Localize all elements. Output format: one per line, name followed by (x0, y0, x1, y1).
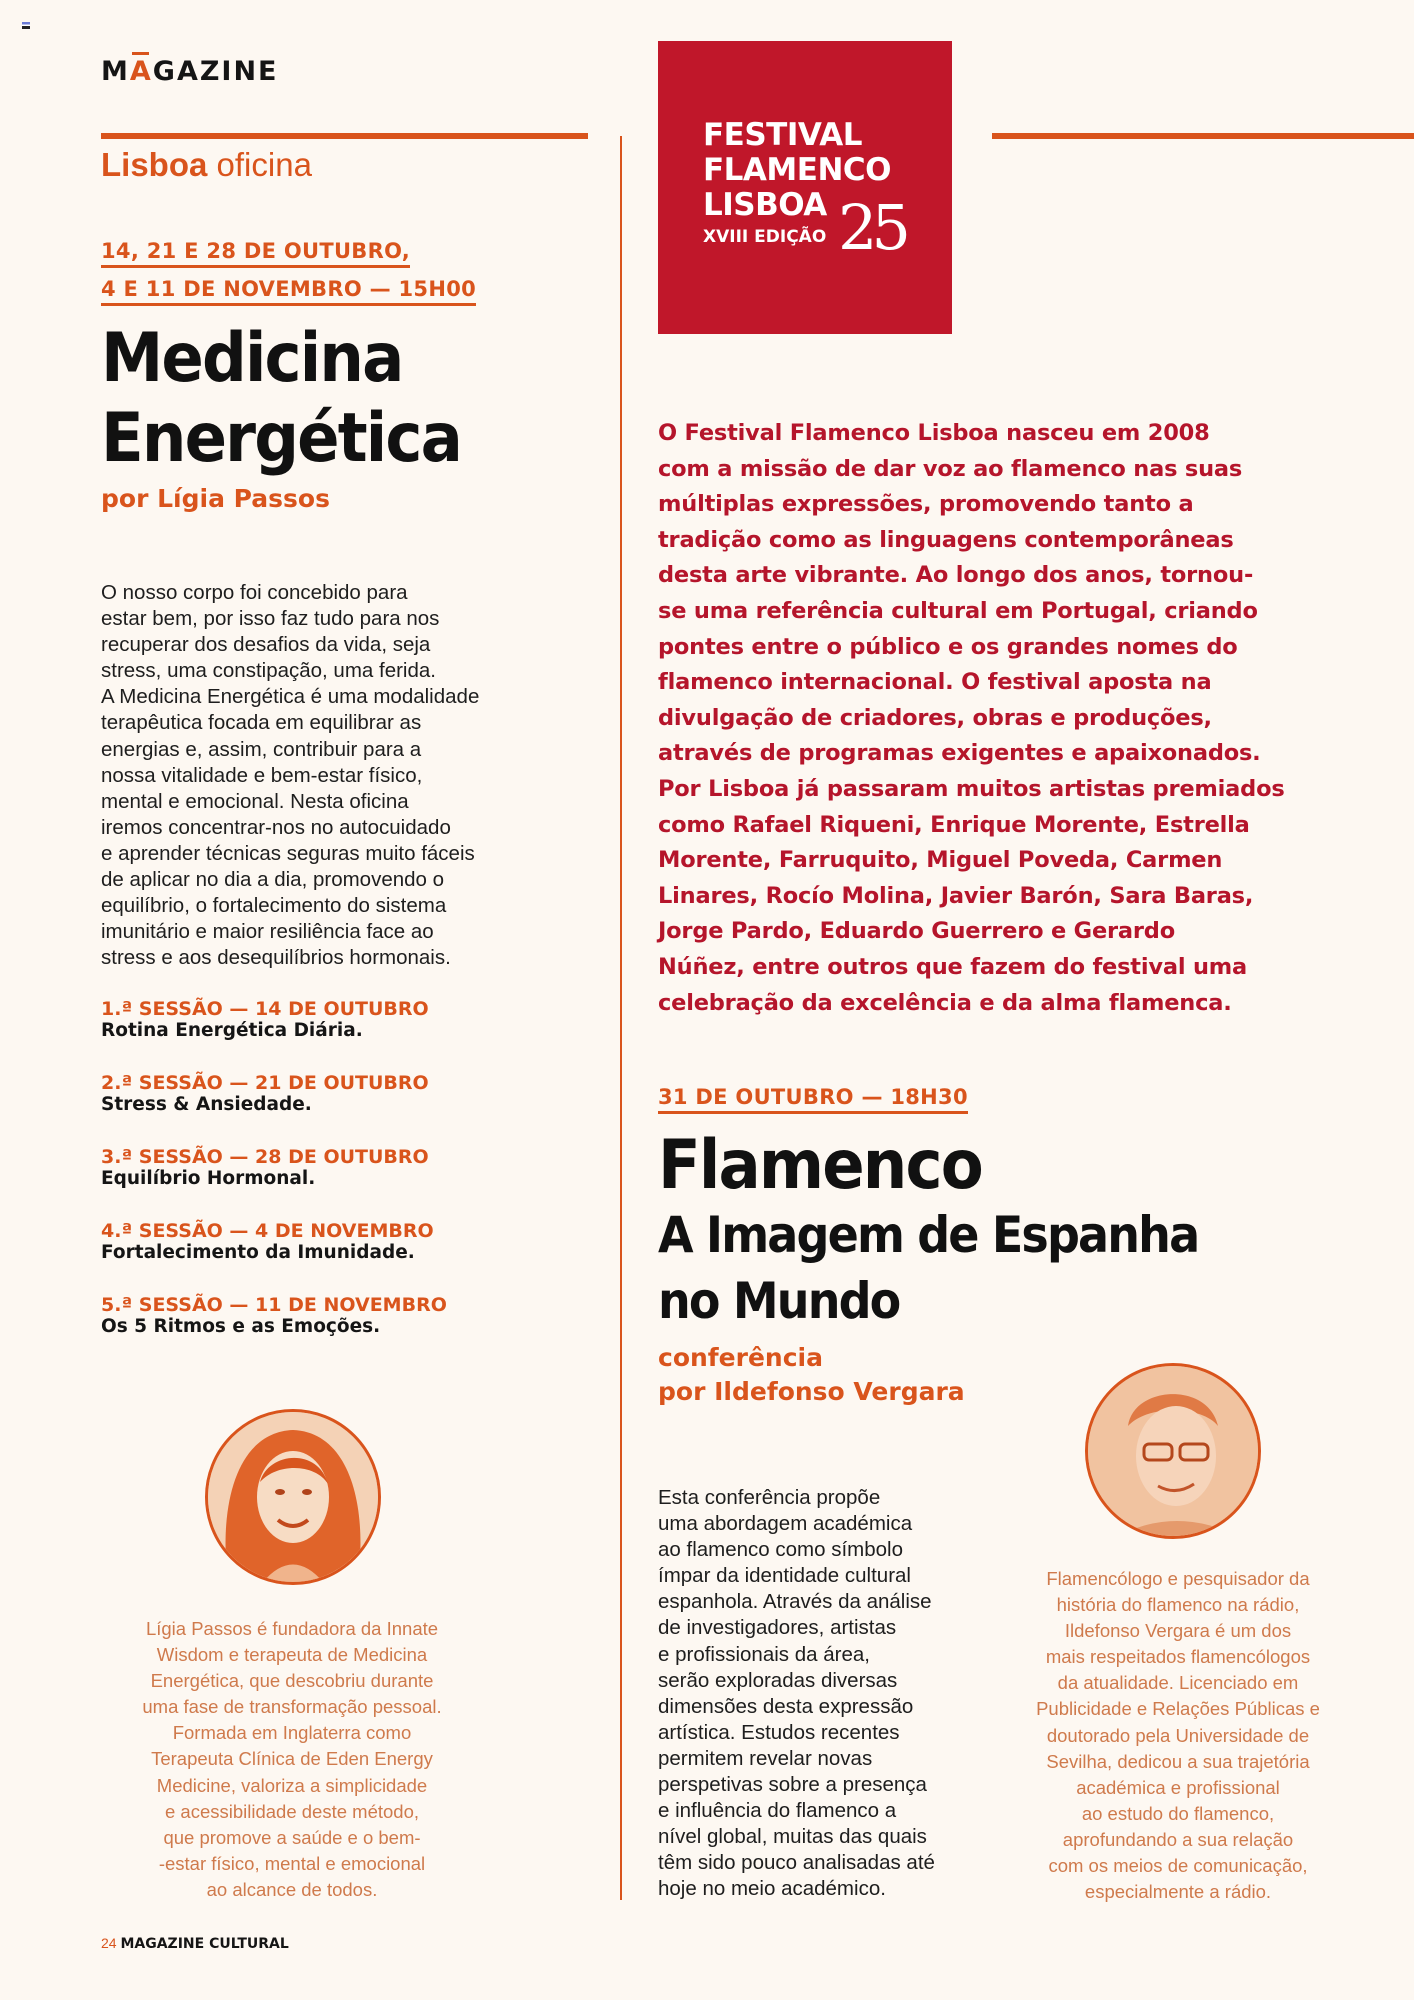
session-header: 2.ª SESSÃO — 21 DE OUTUBRO (101, 1072, 429, 1094)
woman-portrait-icon (208, 1412, 378, 1582)
man-portrait-icon (1088, 1366, 1258, 1536)
conference-title-line-3: no Mundo (658, 1272, 900, 1330)
session-header: 5.ª SESSÃO — 11 DE NOVEMBRO (101, 1294, 447, 1316)
event-title-line-1: Medicina (101, 319, 403, 398)
event-title-line-2: Energética (101, 399, 462, 478)
conference-title-line-1: Flamenco (658, 1126, 982, 1205)
speaker-bio-ildefonso-vergara: Flamencólogo e pesquisador da história do flamenco na rádio, Ildefonso Vergara é um dos mais respeitados flamencólogos da atualidade. Licenciado em Publicidade e Relações Públicas e doutorado pela Universidade de Sevilha, dedicou a sua trajetória académica e profissional ao estudo do flamenco, aprofundando a sua relação com os meios de comunicação, especialmente a rádio. (1036, 1568, 1320, 1903)
conference-byline: conferência por Ildefonso Vergara (658, 1343, 965, 1406)
column-divider (620, 136, 622, 1900)
session-item (101, 1220, 447, 1294)
speaker-portrait-ligia-passos (205, 1409, 381, 1585)
festival-logo-edition: XVIII EDIÇÃO (703, 227, 827, 247)
session-title: Rotina Energética Diária. (101, 1020, 363, 1041)
session-header: 3.ª SESSÃO — 28 DE OUTUBRO (101, 1146, 429, 1168)
session-title: Os 5 Ritmos e as Emoções. (101, 1316, 381, 1337)
festival-logo-number: 25 (838, 191, 905, 264)
session-title: Fortalecimento da Imunidade. (101, 1242, 415, 1263)
page-footer (101, 1935, 289, 1952)
left-top-rule (101, 133, 588, 139)
section-label (101, 146, 312, 184)
session-header: 1.ª SESSÃO — 14 DE OUTUBRO (101, 998, 429, 1020)
session-title: Stress & Ansiedade. (101, 1094, 312, 1115)
page-number: 24 (101, 1935, 117, 1951)
magazine-logo: MAGAZINE (101, 56, 279, 87)
session-item (101, 1294, 447, 1368)
event-date-line-1: 14, 21 E 28 DE OUTUBRO, (101, 239, 410, 268)
session-item (101, 998, 447, 1072)
event-description: O nosso corpo foi concebido para estar bem, por isso faz tudo para nos recuperar dos desafios da vida, seja stress, uma constipação, uma ferida. A Medicina Energética é uma modalidade terapêutica focada em equilibrar as energias e, assim, contribuir para a nossa vitalidade e bem-estar físico, mental e emocional. Nesta oficina iremos concentrar-nos no autocuidado e aprender técnicas seguras muito fáceis de aplicar no dia a dia, promovendo o equilíbrio, o fortalecimento do sistema imunitário e maior resiliência face ao stress e aos desequilíbrios hormonais. (101, 581, 480, 970)
festival-logo-title: FESTIVAL FLAMENCO LISBOA (703, 117, 891, 223)
festival-intro: O Festival Flamenco Lisboa nasceu em 2008 com a missão de dar voz ao flamenco nas suas múltiplas expressões, promovendo tanto a tradição como as linguagens contemporâneas desta arte vibrante. Ao longo dos anos, tornou- se uma referência cultural em Portugal, criando pontes entre o público e os grandes nomes do flamenco internacional. O festival aposta na divulgação de criadores, obras e produções, através de programas exigentes e apaixonados. Por Lisboa já passaram muitos artistas premiados como Rafael Riqueni, Enrique Morente, Estrella Morente, Farruquito, Miguel Poveda, Carmen Linares, Rocío Molina, Javier Barón, Sara Baras, Jorge Pardo, Eduardo Guerrero e Gerardo Núñez, entre outros que fazem do festival uma celebração da excelência e da alma flamenca. (658, 420, 1285, 1016)
section-type: oficina (216, 146, 312, 183)
right-top-rule (992, 133, 1414, 139)
session-list (101, 998, 447, 1368)
conference-date: 31 DE OUTUBRO — 18H30 (658, 1085, 968, 1114)
page-marker-icon (22, 22, 30, 29)
speaker-portrait-ildefonso-vergara (1085, 1363, 1261, 1539)
session-header: 4.ª SESSÃO — 4 DE NOVEMBRO (101, 1220, 434, 1242)
section-city: Lisboa (101, 146, 208, 183)
session-title: Equilíbrio Hormonal. (101, 1168, 316, 1189)
session-item (101, 1072, 447, 1146)
publication-name: MAGAZINE CULTURAL (120, 1936, 289, 1952)
event-date-line-2: 4 E 11 DE NOVEMBRO — 15H00 (101, 277, 476, 306)
speaker-bio-ligia-passos: Lígia Passos é fundadora da Innate Wisdom e terapeuta de Medicina Energética, que descobriu durante uma fase de transformação pessoal. Formada em Inglaterra como Terapeuta Clínica de Eden Energy Medicine, valoriza a simplicidade e acessibilidade deste método, que promove a saúde e o bem- -estar físico, mental e emocional ao alcance de todos. (142, 1618, 442, 1900)
conference-description: Esta conferência propõe uma abordagem académica ao flamenco como símbolo ímpar da identidade cultural espanhola. Através da análise de investigadores, artistas e profissionais da área, serão exploradas diversas dimensões desta expressão artística. Estudos recentes permitem revelar novas perspetivas sobre a presença e influência do flamenco a nível global, muitas das quais têm sido pouco analisadas até hoje no meio académico. (658, 1486, 935, 1901)
conference-title-line-2: A Imagem de Espanha (658, 1206, 1199, 1264)
festival-flamenco-lisboa-logo (658, 41, 952, 334)
event-byline: por Lígia Passos (101, 484, 330, 513)
session-item (101, 1146, 447, 1220)
